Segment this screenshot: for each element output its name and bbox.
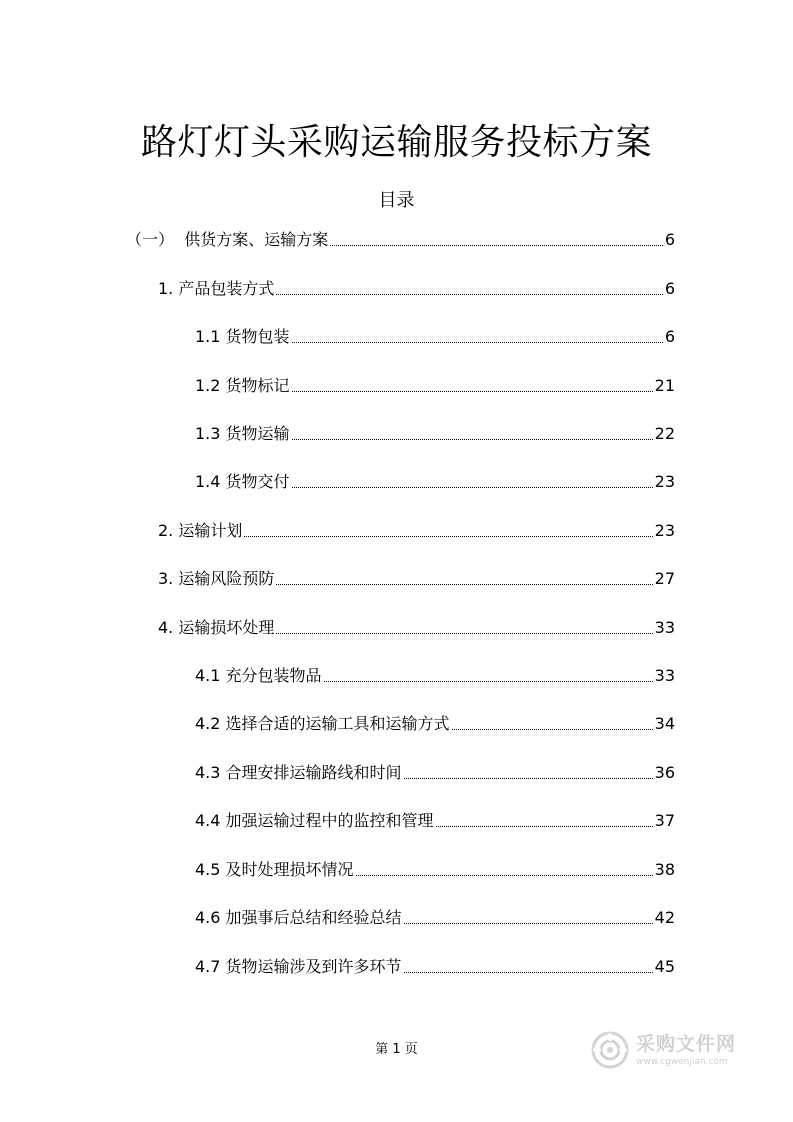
toc-entry-page: 38 <box>654 860 675 879</box>
toc-entry[interactable] <box>195 761 675 785</box>
toc-dot-leader <box>356 874 653 876</box>
page-number: 第 1 页 <box>375 1042 418 1057</box>
toc-entry-number: 4.3 <box>195 763 226 782</box>
toc-entry[interactable] <box>158 277 675 301</box>
toc-entry-number: 2. <box>158 521 179 540</box>
toc-entry-page: 21 <box>654 376 675 395</box>
toc-entry-page: 34 <box>654 714 675 733</box>
toc-entry[interactable] <box>158 567 675 591</box>
toc-entry-title: 货物运输 <box>225 424 290 443</box>
toc-entry[interactable] <box>195 422 675 446</box>
toc-dot-leader <box>436 825 653 827</box>
toc-entry-title: 加强事后总结和经验总结 <box>225 908 402 927</box>
toc-dot-leader <box>292 341 663 343</box>
toc-entry-page: 22 <box>654 424 675 443</box>
watermark-logo-icon <box>590 1030 630 1070</box>
toc-dot-leader <box>324 680 653 682</box>
toc-dot-leader <box>292 390 653 392</box>
toc-dot-leader <box>292 486 653 488</box>
toc-entry-title: 产品包装方式 <box>178 279 275 298</box>
toc-entry-page: 23 <box>654 521 675 540</box>
toc-entry-page: 6 <box>664 279 675 298</box>
toc-entry-title: 加强运输过程中的监控和管理 <box>225 811 434 830</box>
toc-entry-page: 6 <box>664 230 675 249</box>
toc-entry-title: 充分包装物品 <box>225 666 322 685</box>
toc-heading: 目录 <box>378 190 415 211</box>
toc-entry-number: 1.2 <box>195 376 226 395</box>
toc-entry-page: 23 <box>654 472 675 491</box>
toc-entry-title: 货物交付 <box>225 472 290 491</box>
toc-dot-leader <box>244 535 652 537</box>
toc-dot-leader <box>276 293 662 295</box>
toc-entry-title: 供货方案、运输方案 <box>184 230 329 249</box>
toc-entry-page: 33 <box>654 666 675 685</box>
toc-entry-title: 货物包装 <box>225 327 290 346</box>
toc-entry[interactable] <box>195 712 675 736</box>
toc-entry-title: 合理安排运输路线和时间 <box>225 763 402 782</box>
toc-entry-page: 27 <box>654 569 675 588</box>
toc-dot-leader <box>276 632 652 634</box>
toc-entry-number: 1.4 <box>195 472 226 491</box>
toc-entry-number: 4. <box>158 618 179 637</box>
toc-entry-number: 1. <box>158 279 179 298</box>
toc-entry-number: 4.7 <box>195 957 226 976</box>
toc-dot-leader <box>404 777 653 779</box>
toc-entry[interactable] <box>195 325 675 349</box>
toc-dot-leader <box>452 728 653 730</box>
toc-entry-title: 货物运输涉及到许多环节 <box>225 957 402 976</box>
toc-entry[interactable] <box>195 470 675 494</box>
toc-entry[interactable] <box>158 519 675 543</box>
toc-entry-page: 37 <box>654 811 675 830</box>
toc-entry-number: 1.1 <box>195 327 226 346</box>
toc-entry-number: 3. <box>158 569 179 588</box>
watermark-name: 采购文件网 <box>636 1033 737 1055</box>
toc-entry[interactable] <box>195 858 675 882</box>
toc-dot-leader <box>276 583 652 585</box>
toc-entry-number: 4.6 <box>195 908 226 927</box>
toc-entry-number: 4.2 <box>195 714 226 733</box>
toc-entry[interactable] <box>126 228 675 252</box>
toc-entry-title: 运输损坏处理 <box>178 618 275 637</box>
toc-entry[interactable] <box>195 955 675 979</box>
toc-entry-page: 33 <box>654 618 675 637</box>
toc-entry[interactable] <box>195 809 675 833</box>
watermark-url: www.cgwenjian.com <box>636 1057 728 1067</box>
toc-entry-number: （一） <box>126 230 185 249</box>
toc-entry-number: 4.5 <box>195 860 226 879</box>
toc-entry-number: 4.4 <box>195 811 226 830</box>
toc-entry[interactable] <box>195 374 675 398</box>
toc-entry-page: 45 <box>654 957 675 976</box>
toc-dot-leader <box>404 922 653 924</box>
document-title: 路灯灯头采购运输服务投标方案 <box>140 122 652 163</box>
toc-entry-page: 42 <box>654 908 675 927</box>
toc-entry-title: 运输计划 <box>178 521 243 540</box>
toc-entry-page: 6 <box>664 327 675 346</box>
toc-entry-number: 1.3 <box>195 424 226 443</box>
watermark <box>590 1026 760 1074</box>
toc-dot-leader <box>404 971 653 973</box>
toc-entry[interactable] <box>195 906 675 930</box>
toc-entry[interactable] <box>195 664 675 688</box>
toc-entry-title: 选择合适的运输工具和运输方式 <box>225 714 450 733</box>
toc-entry-title: 及时处理损坏情况 <box>225 860 354 879</box>
toc-entry-title: 货物标记 <box>225 376 290 395</box>
toc-dot-leader <box>292 438 653 440</box>
toc-entry-page: 36 <box>654 763 675 782</box>
toc-entry-number: 4.1 <box>195 666 226 685</box>
toc-entry-title: 运输风险预防 <box>178 569 275 588</box>
toc-dot-leader <box>330 244 663 246</box>
toc-entry[interactable] <box>158 616 675 640</box>
